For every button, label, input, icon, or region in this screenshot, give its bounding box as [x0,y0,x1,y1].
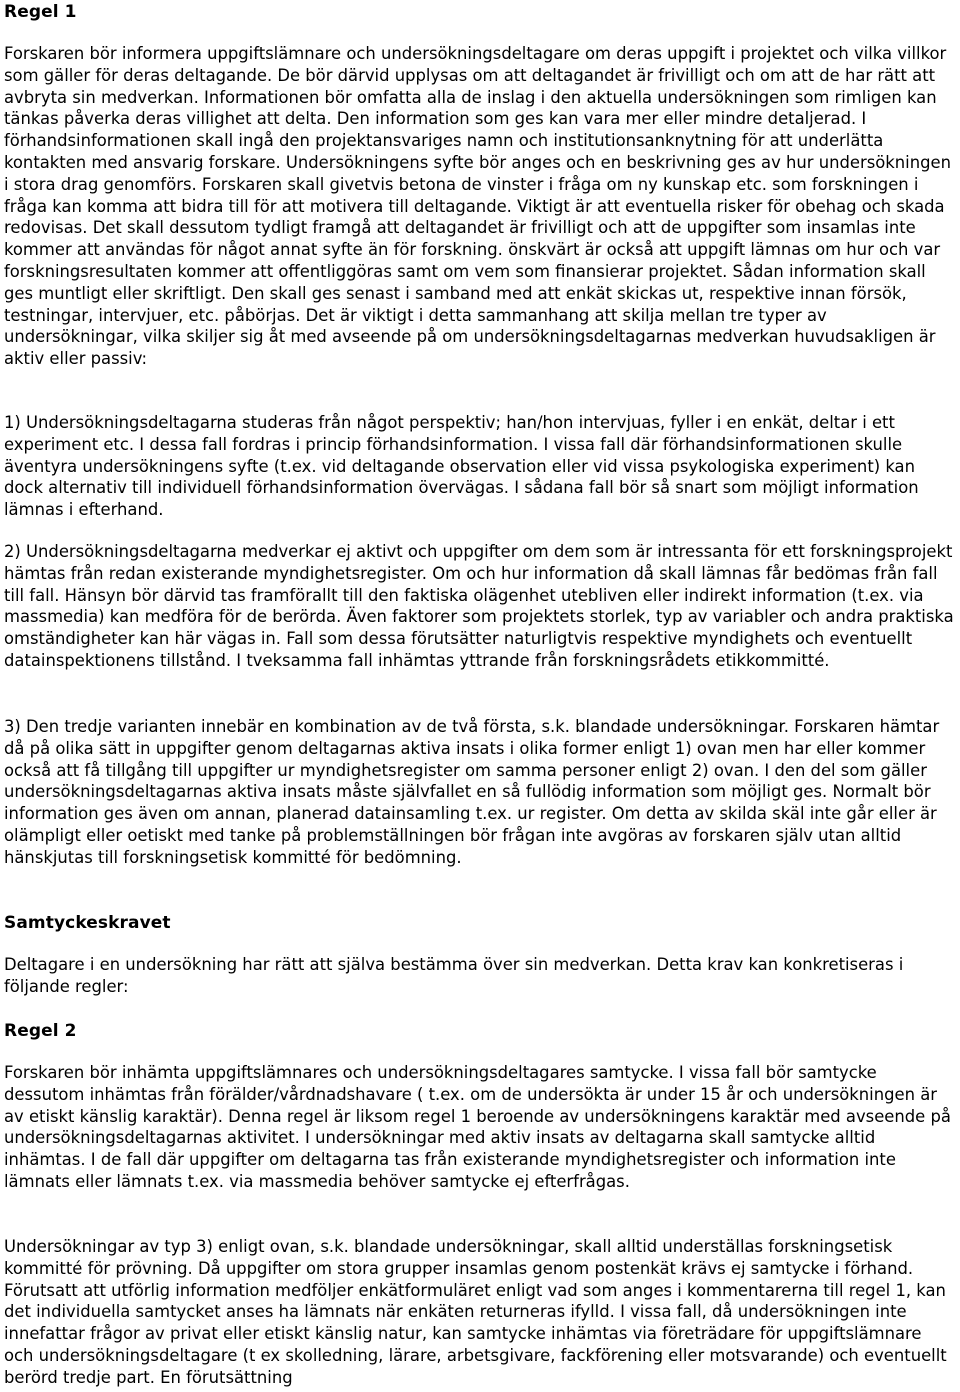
heading-samtyckeskravet: Samtyckeskravet [4,913,171,933]
paragraph-type-1: 1) Undersökningsdeltagarna studeras från något perspektiv; han/hon intervjuas, fyller i en enkät, deltar i ett experiment etc. I dessa fall fordras i princip förhandsinformation. I vissa fall där förhandsinformationen skulle äventyra undersökningens syfte (t.ex. vid deltagande observation eller vid vissa psykologiska experiment) kan dock alternativ till individuell förhandsinformation övervägas. I sådana fall bör så snart som möjligt information lämnas i efterhand. [4,413,919,520]
paragraph-information-requirements: Forskaren bör informera uppgiftslämnare och undersökningsdeltagare om deras uppgift i projektet och vilka villkor som gäller för deras deltagande. De bör därvid upplysas om att deltagandet är frivilligt och om att de har rätt att avbryta sin medverkan. Informationen bör omfatta alla de inslag i den aktuella undersökningen som rimligen kan tänkas påverka deras villighet att delta. Den information som ges kan vara mer eller mindre detaljerad. I förhandsinformationen skall ingå den projektansvariges namn och institutionsanknytning för att underlätta kontakten med ansvarig forskare. Undersökningens syfte bör anges och en beskrivning ges av hur undersökningen i stora drag genomförs. Forskaren skall givetvis betona de vinster i fråga om ny kunskap etc. som forskningen i fråga kan komma att bidra till för att motivera till deltagande. Viktigt är att eventuella risker för obehag och skada redovisas. Det skall dessutom tydligt framgå att deltagandet är frivilligt och att de uppgifter som insamlas inte kommer att användas för något annat syfte än för forskning. önskvärt är också att uppgift lämnas om hur och var forskningsresultaten kommer att offentliggöras samt om vem som finansierar projektet. Sådan information skall ges muntligt eller skriftligt. Den skall ges senast i samband med att enkät skickas ut, respektive innan försök, testningar, intervjuer, etc. påbörjas. Det är viktigt i detta sammanhang att skilja mellan tre typer av undersökningar, vilka skiljer sig åt med avseende på om undersökningsdeltagarnas medverkan huvudsakligen är aktiv eller passiv: [4,44,951,369]
paragraph-type-2: 2) Undersökningsdeltagarna medverkar ej aktivt och uppgifter om dem som är intressanta för ett forskningsprojekt hämtas från redan existerande myndighetsregister. Om och hur information då skall lämnas får bedömas från fall till fall. Hänsyn bör därvid tas framförallt till den faktiska olägenhet utebliven eller indirekt information (t.ex. via massmedia) kan medföra för de berörda. Även faktorer som projektets storlek, typ av variabler och andra praktiska omständigheter kan här vägas in. Fall som dessa förutsätter naturligtvis respektive myndighets och eventuellt datainspektionens tillstånd. I tveksamma fall inhämtas yttrande från forskningsrådets etikkommitté. [4,542,954,670]
paragraph-consent-rule: Forskaren bör inhämta uppgiftslämnares och undersökningsdeltagares samtycke. I vissa fall bör samtycke dessutom inhämtas från förälder/vårdnadshavare ( t.ex. om de undersökta är under 15 år och undersökningen är av etiskt känslig karaktär). Denna regel är liksom regel 1 beroende av undersökningens karaktär med avseende på undersökningsdeltagarnas aktivitet. I undersökningar med aktiv insats av deltagarna skall samtycke alltid inhämtas. I de fall där uppgifter om deltagarna tas från existerande myndighetsregister och information inte lämnats eller lämnats t.ex. via massmedia behöver samtycke ej efterfrågas. [4,1063,951,1191]
paragraph-type-3: 3) Den tredje varianten innebär en kombination av de två första, s.k. blandade undersökningar. Forskaren hämtar då på olika sätt in uppgifter genom deltagarnas aktiva insats i olika former enligt 1) ovan men har eller kommer också att få tillgång till uppgifter ur myndighetsregister om samma personer enligt 2) ovan. I den del som gäller undersökningsdeltagarnas aktiva insats måste självfallet en så fullödig information som möjligt ges. Normalt bör information ges även om annan, planerad datainsamling t.ex. ur register. Om detta av skilda skäl inte går eller är olämpligt eller oetiskt med tanke på problemställningen bör frågan inte avgöras av forskaren själv utan alltid hänskjutas till forskningsetisk kommitté för bedömning. [4,717,940,867]
paragraph-consent-intro: Deltagare i en undersökning har rätt att själva bestämma över sin medverkan. Detta krav kan konkretiseras i följande regler: [4,955,904,996]
heading-regel-1: Regel 1 [4,2,77,22]
paragraph-consent-type-3: Undersökningar av typ 3) enligt ovan, s.k. blandade undersökningar, skall alltid underställas forskningsetisk kommitté för prövning. Då uppgifter om stora grupper insamlas genom postenkät krävs ej samtycke i förhand. Förutsatt att utförlig information medföljer enkätformuläret enligt vad som anges i kommentarerna till regel 1, kan det individuella samtycket anses ha lämnats när enkäten returneras ifylld. I vissa fall, då undersökningen inte innefattar frågor av privat eller etiskt känslig natur, kan samtycke inhämtas via företrädare för uppgiftslämnare och undersökningsdeltagare (t ex skolledning, lärare, arbetsgivare, fackförening eller motsvarande) och eventuellt berörd tredje part. En förutsättning [4,1237,947,1387]
heading-regel-2: Regel 2 [4,1021,77,1041]
